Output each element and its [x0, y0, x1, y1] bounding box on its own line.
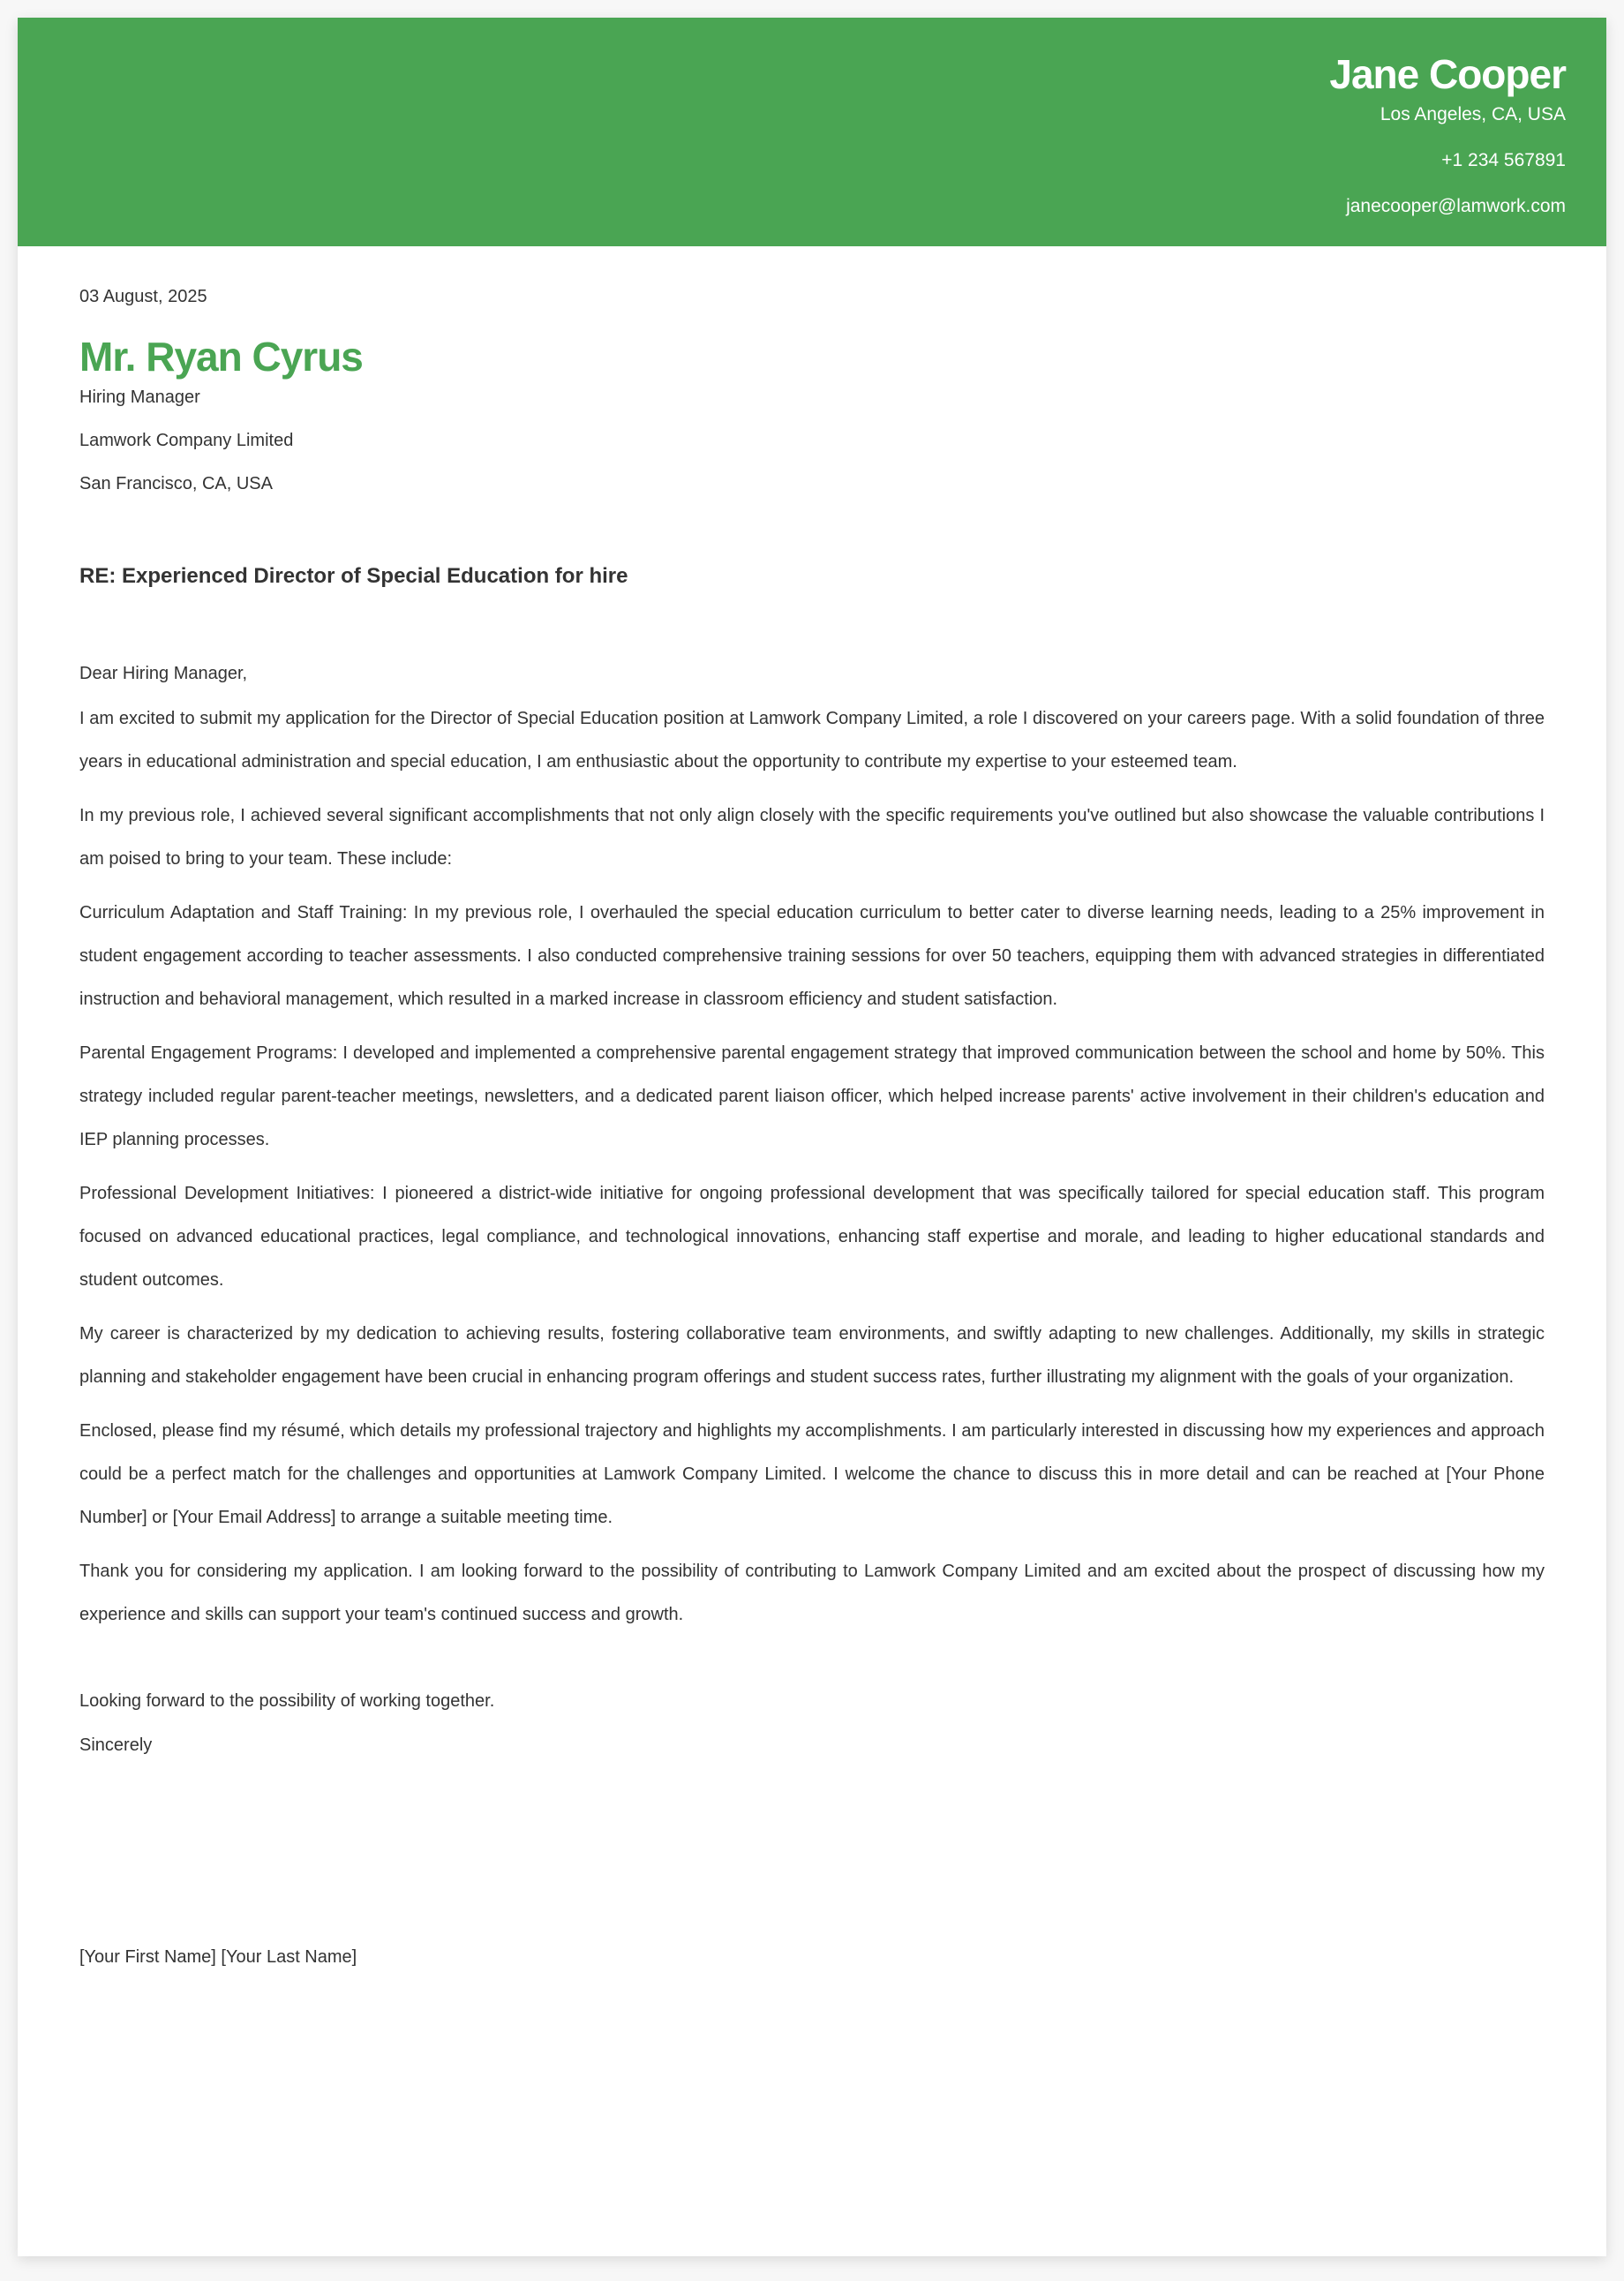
- letter-date: 03 August, 2025: [79, 287, 207, 306]
- sender-phone: +1 234 567891: [1441, 150, 1566, 170]
- paragraph: Professional Development Initiatives: I pioneered a district-wide initiative for ongoing professional development that was specifically tailored for special education staff. This program focused on advanced educational practices, legal compliance, and technological innovations, enhancing staff expertise and morale, and leading to higher educational standards and student outcomes.: [79, 1184, 1545, 1290]
- sender-name: Jane Cooper: [1329, 51, 1566, 97]
- sender-email: janecooper@lamwork.com: [1346, 196, 1566, 216]
- paragraph: My career is characterized by my dedication to achieving results, fostering collaborative team environments, and swiftly adapting to new challenges. Additionally, my skills in strategic planning and stakeholder engagement have been crucial in enhancing program offerings and student success rates, further illustrating my alignment with the goals of your organization.: [79, 1324, 1545, 1387]
- closing: [79, 1679, 1545, 1767]
- letter-header: [18, 18, 1606, 246]
- paragraph: Enclosed, please find my résumé, which details my professional trajectory and highlights my accomplishments. I am particularly interested in discussing how my experiences and approach could be a perfect match for the challenges and opportunities at Lamwork Company Limited. I welcome the chance to discuss this in more detail and can be reached at [Your Phone Number] or [Your Email Address] to arrange a suitable meeting time.: [79, 1421, 1545, 1527]
- recipient-name: Mr. Ryan Cyrus: [79, 334, 363, 380]
- paragraph: Parental Engagement Programs: I developed and implemented a comprehensive parental engagement strategy that improved communication between the school and home by 50%. This strategy included regular parent-teacher meetings, newsletters, and a dedicated parent liaison officer, which helped increase parents' active involvement in their children's education and IEP planning processes.: [79, 1043, 1545, 1149]
- greeting: Dear Hiring Manager,: [79, 664, 248, 683]
- paragraph: I am excited to submit my application for the Director of Special Education position at Lamwork Company Limited, a role I discovered on your careers page. With a solid foundation of three years in educational administration and special education, I am enthusiastic about the opportunity to contribute my expertise to your esteemed team.: [79, 709, 1545, 772]
- paragraph: Thank you for considering my application. I am looking forward to the possibility of contributing to Lamwork Company Limited and am excited about the prospect of discussing how my experience and skills can support your team's continued success and growth.: [79, 1562, 1545, 1624]
- signoff: Sincerely: [79, 1735, 153, 1755]
- recipient-title: Hiring Manager: [79, 388, 200, 407]
- subject-line: RE: Experienced Director of Special Education for hire: [79, 564, 628, 588]
- signature: [Your First Name] [Your Last Name]: [79, 1947, 357, 1967]
- letter-body: [18, 286, 1606, 1970]
- recipient-location: San Francisco, CA, USA: [79, 474, 273, 493]
- sender-location: Los Angeles, CA, USA: [1380, 104, 1566, 124]
- paragraph: Curriculum Adaptation and Staff Training: In my previous role, I overhauled the special education curriculum to better cater to diverse learning needs, leading to a 25% improvement in student engagement according to teacher assessments. I also conducted comprehensive training sessions for over 50 teachers, equipping them with advanced strategies in differentiated instruction and behavioral management, which resulted in a marked increase in classroom efficiency and student satisfaction.: [79, 903, 1545, 1009]
- recipient-company: Lamwork Company Limited: [79, 431, 294, 450]
- letter-page: [18, 18, 1606, 2256]
- paragraph: In my previous role, I achieved several significant accomplishments that not only align closely with the specific requirements you've outlined but also showcase the valuable contributions I am poised to bring to your team. These include:: [79, 806, 1545, 869]
- closing-line: Looking forward to the possibility of working together.: [79, 1691, 495, 1711]
